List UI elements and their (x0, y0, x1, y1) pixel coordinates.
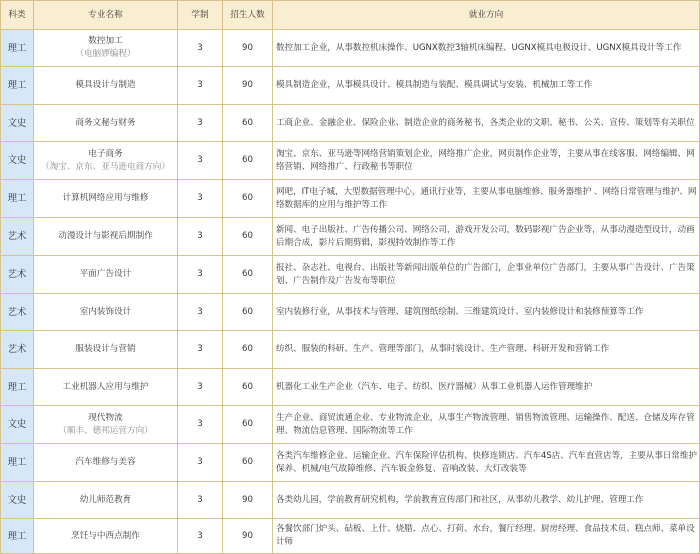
employment-cell: 机器化工业生产企业（汽车、电子、纺织、医疗器械）从事工业机器人运作管理维护 (273, 369, 700, 406)
enrollment-cell: 60 (223, 180, 273, 218)
enrollment-cell: 60 (223, 331, 273, 369)
major-note: （电脑锣编程） (75, 49, 136, 59)
major-name: 平面广告设计 (79, 269, 132, 279)
table-body (1, 30, 700, 554)
employment-cell: 各类汽车维修企业、运输企业、汽车保险评估机构、快修连锁店、汽车4S店、汽车直营店等，主要从事日常维护保养、机械/电气故障维修、汽车钣金修复、音响改装、大灯改装等 (273, 444, 700, 482)
years-cell: 3 (178, 67, 223, 105)
header-enrollment: 招生人数 (223, 1, 273, 30)
category-cell: 艺术 (1, 256, 34, 294)
table-row (1, 218, 700, 256)
employment-cell: 纺织、服装的科研、生产、管理等部门，从事时装设计、生产管理、科研开发和营销工作 (273, 331, 700, 369)
header-category: 科类 (1, 1, 34, 30)
major-name: 汽车维修与美容 (75, 457, 136, 467)
category-cell: 艺术 (1, 218, 34, 256)
category-cell: 文史 (1, 142, 34, 180)
table-row (1, 256, 700, 294)
enrollment-cell: 60 (223, 142, 273, 180)
enrollment-cell: 90 (223, 482, 273, 519)
enrollment-cell: 60 (223, 444, 273, 482)
years-cell: 3 (178, 30, 223, 67)
table-header-row (1, 1, 700, 30)
category-cell: 艺术 (1, 331, 34, 369)
major-cell (34, 142, 178, 180)
category-cell: 理工 (1, 180, 34, 218)
major-cell (34, 406, 178, 444)
header-major: 专业名称 (34, 1, 178, 30)
major-cell (34, 218, 178, 256)
category-cell: 理工 (1, 30, 34, 67)
major-name: 幼儿师范教育 (79, 494, 132, 505)
employment-cell: 新闻、电子出版社、广告传播公司、网络公司，游戏开发公司，数码影视广告企业等，从事动漫造型设计，动画后期合成，影片后期剪辑，影视特效制作等工作 (273, 218, 700, 256)
category-cell: 文史 (1, 406, 34, 444)
category-cell: 文史 (1, 105, 34, 142)
major-cell (34, 105, 178, 142)
table-row (1, 482, 700, 519)
years-cell: 3 (178, 406, 223, 444)
table-row (1, 180, 700, 218)
major-cell (34, 444, 178, 482)
employment-cell: 工商企业、金融企业、保险企业、制造企业的商务秘书，各类企业的文职、秘书、公关、宣传、策划等有关职位 (273, 105, 700, 142)
major-cell (34, 256, 178, 294)
enrollment-cell: 60 (223, 218, 273, 256)
enrollment-cell: 60 (223, 256, 273, 294)
major-name: 烹饪与中西点制作 (71, 530, 140, 541)
major-name: 计算机网络应用与维修 (62, 193, 149, 203)
employment-cell: 报社、杂志社、电视台、出版社等新闻出版单位的广告部门，企事业单位广告部门，主要从事广告设计、广告策划、广告制作及广告发布等职位 (273, 256, 700, 294)
header-years: 学制 (178, 1, 223, 30)
major-name: 室内装饰设计 (79, 306, 132, 317)
major-cell (34, 294, 178, 331)
years-cell: 3 (178, 256, 223, 294)
years-cell: 3 (178, 218, 223, 256)
major-cell (34, 369, 178, 406)
category-cell: 艺术 (1, 294, 34, 331)
header-employment: 就业方向 (273, 1, 700, 30)
years-cell: 3 (178, 331, 223, 369)
major-name: 商务文秘与财务 (75, 117, 136, 128)
enrollment-cell: 90 (223, 30, 273, 67)
category-cell: 理工 (1, 519, 34, 554)
major-name: 现代物流 (88, 412, 123, 423)
major-cell (34, 519, 178, 554)
years-cell: 3 (178, 142, 223, 180)
years-cell: 3 (178, 105, 223, 142)
table-row (1, 294, 700, 331)
years-cell: 3 (178, 444, 223, 482)
table-row (1, 331, 700, 369)
major-cell (34, 180, 178, 218)
employment-cell: 淘宝、京东、亚马逊等网络营销策划企业，网络推广企业，网页制作企业等，主要从事在线客服、网络编辑、网络营销、网络推广、行政秘书等职位 (273, 142, 700, 180)
major-name: 服装设计与营销 (75, 344, 136, 354)
major-note: （顺丰、德邦运营方向） (58, 425, 153, 436)
table-row (1, 30, 700, 67)
years-cell: 3 (178, 369, 223, 406)
table-row (1, 444, 700, 482)
enrollment-cell: 60 (223, 369, 273, 406)
enrollment-cell: 60 (223, 294, 273, 331)
major-cell (34, 331, 178, 369)
major-name: 电子商务 (88, 148, 123, 159)
employment-cell: 各类幼儿园，学前教育研究机构，学前教育宣传部门和社区，从事幼儿教学、幼儿护理、管理工作 (273, 482, 700, 519)
years-cell: 3 (178, 519, 223, 554)
major-name: 模具设计与制造 (75, 80, 136, 90)
category-cell: 文史 (1, 482, 34, 519)
table-row (1, 369, 700, 406)
major-name: 动漫设计与影视后期制作 (58, 231, 153, 241)
employment-cell: 网吧，IT电子城，大型数据管理中心，通讯行业等，主要从事电脑维修、服务器维护 、网络日常管理与维护、网络数据库的应用与维护等工作 (273, 180, 700, 218)
major-cell (34, 482, 178, 519)
employment-cell: 生产企业、商贸流通企业、专业物流企业，从事生产物流管理、销售物流管理、运输操作、配送、仓储及库存管理、物流信息管理、国际物流等工作 (273, 406, 700, 444)
enrollment-cell: 60 (223, 105, 273, 142)
years-cell: 3 (178, 294, 223, 331)
table-row (1, 142, 700, 180)
years-cell: 3 (178, 180, 223, 218)
major-name: 工业机器人应用与维护 (62, 381, 149, 392)
major-cell (34, 67, 178, 105)
enrollment-cell: 90 (223, 67, 273, 105)
major-name: 数控加工 (88, 36, 123, 46)
table-row (1, 406, 700, 444)
employment-cell: 各餐饮部门炉头、砧板、上什、烧腊、点心、打荷、水台，餐厅经理、厨房经理、食品技术员、糕点师、菜单设计师 (273, 519, 700, 554)
years-cell: 3 (178, 482, 223, 519)
category-cell: 理工 (1, 444, 34, 482)
enrollment-cell: 60 (223, 406, 273, 444)
category-cell: 理工 (1, 67, 34, 105)
major-cell (34, 30, 178, 67)
major-note: （淘宝、京东、亚马逊电商方向） (41, 161, 170, 172)
table-row (1, 519, 700, 554)
table-row (1, 105, 700, 142)
table-row (1, 67, 700, 105)
employment-cell: 数控加工企业，从事数控机床操作、UGNX数控3轴机床编程、UGNX模具电极设计、UGNX模具设计等工作 (273, 30, 700, 67)
employment-cell: 室内装修行业，从事技术与管理、建筑图纸绘制、三维建筑设计、室内装修设计和装修预算等工作 (273, 294, 700, 331)
employment-cell: 模具制造企业，从事模具设计、模具制造与装配、模具调试与安装、机械加工等工作 (273, 67, 700, 105)
enrollment-cell: 90 (223, 519, 273, 554)
category-cell: 理工 (1, 369, 34, 406)
